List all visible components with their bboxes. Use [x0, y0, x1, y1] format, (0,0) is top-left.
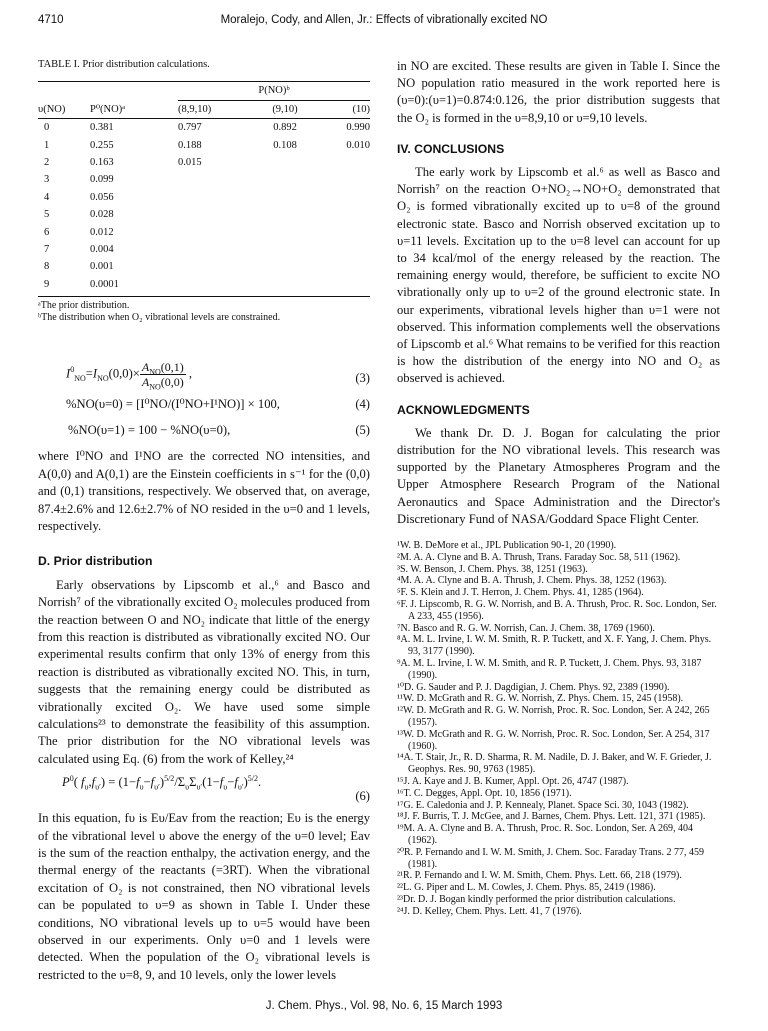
table-header-row — [38, 100, 370, 118]
table-row — [38, 224, 370, 241]
paragraph-results-continued: in NO are excited. These results are given in Table I. Since the NO population ratio measured in the work reported here is (υ=0):(υ=1)=0.874:0.126, the prior distribution suggests that the O₂ is formed in the υ=8,9,10 or υ=9,10 levels. — [397, 59, 720, 125]
table-cell — [248, 241, 322, 258]
col-header-v: υ(NO) — [38, 103, 66, 115]
table-cell: 0.255 — [90, 139, 114, 151]
reference-item: ²M. A. A. Clyne and B. A. Thrush, Trans. Faraday Soc. 58, 511 (1962). — [397, 551, 681, 563]
table-cell: 0.028 — [90, 209, 114, 221]
paragraph-equation-explanation: In this equation, fυ is Eυ/Eav from the reaction; Eυ is the energy of the vibrational level υ above the energy of the υ=0 level; Eav is the sum of the reaction enthalpy, the activation energy, and the thermal energy of the reactants (=3RT). When the vibrational excitation of O₂ is not constrained, then NO vibrational levels can be populated to υ=9 as shown in Table I. Under these conditions, NO vibrational levels up to υ=5 would have been observed in our experiments. Only υ=0 and 1 levels were detected. When the population of the O₂ vibrational levels is restricted to the υ=8, 9, and 10 levels, only the lower levels — [38, 811, 370, 982]
reference-item: ¹¹W. D. McGrath and R. G. W. Norrish, Z. Phys. Chem. 15, 245 (1958). — [397, 693, 684, 705]
table-cell: 2 — [44, 157, 50, 169]
col-header-910: (9,10) — [272, 103, 298, 115]
reference-item: ¹³W. D. McGrath and R. G. W. Norrish, Proc. R. Soc. London, Ser. A 254, 317 (1960). — [397, 728, 710, 752]
table-row — [38, 206, 370, 223]
table-cell: 9 — [44, 278, 50, 290]
table-cell: 0.004 — [90, 244, 114, 256]
table-cell — [248, 189, 322, 206]
section-heading-acknowledgments: ACKNOWLEDGMENTS — [397, 402, 530, 417]
reference-item: ⁴M. A. A. Clyne and B. A. Thrush, J. Chem. Phys. 38, 1252 (1963). — [397, 575, 667, 587]
equation-3: $I^0_{NO}=I_{NO}(0,0)\times$ $\frac{A_{NO}(0,1)}{A_{NO}(0,0)}$ , (3) — [66, 360, 370, 392]
table-body — [38, 119, 370, 294]
reference-item: ²²L. G. Piper and L. M. Cowles, J. Chem. Phys. 85, 2419 (1986). — [397, 882, 656, 894]
paragraph-conclusions: The early work by Lipscomb et al.⁶ as well as Basco and Norrish⁷ on the reaction O+NO₂→NO+O₂ demonstrated that O₂ is formed vibrationally excited up to υ=8 of the ground electronic state. Basco and Norrish observed excitation up to υ=11 levels. Excitation up to the υ=8 level can account for up to 34 kcal/mol of the energy released by the reaction. The remaining energy would, therefore, be sufficient to excite NO vibrationally only up to υ=2 of the ground electronic state. In our experiments, vibrational levels higher than υ=1 were not observed. This information complements well the observations of Lipscomb et al.⁶ What remains to be verified for this reaction is how the distribution of the energy into NO and O₂ as observed is achieved. — [397, 165, 720, 386]
reference-item: ¹⁷G. E. Caledonia and J. P. Kennealy, Planet. Space Sci. 30, 1043 (1982). — [397, 799, 689, 811]
table-row — [38, 119, 370, 137]
table-row — [38, 241, 370, 258]
table-cell: 0.099 — [90, 174, 114, 186]
table-cell: 3 — [44, 174, 50, 186]
reference-item: ⁶F. J. Lipscomb, R. G. W. Norrish, and B. A. Thrush, Proc. R. Soc. London, Ser. A 233, 455 (1956). — [397, 599, 717, 622]
equation-4-text: %NO(υ=0) = [I⁰NO/(I⁰NO+I¹NO)] × 100, — [66, 397, 280, 412]
equation-5-text: %NO(υ=1) = 100 − %NO(υ=0), — [68, 423, 231, 438]
table-footnote-b: ᵇThe distribution when O₂ vibrational levels are constrained. — [38, 312, 281, 324]
table-cell: 0.892 — [273, 122, 297, 134]
table-cell: 0.0001 — [90, 278, 119, 290]
section-heading-prior-distribution: D. Prior distribution — [38, 554, 153, 569]
table-cell: 0.010 — [346, 139, 370, 151]
table-cell: 1 — [44, 139, 50, 151]
reference-item: ³S. W. Benson, J. Chem. Phys. 38, 1251 (1963). — [397, 563, 588, 575]
paragraph-acknowledgments: We thank Dr. D. J. Bogan for calculating the prior distribution for the NO vibrational levels. This research was supported by the Planetary Atmospheres Program and the Upper Atmosphere Research Program of the National Aeronautics and Space Administration and the Director's Discretionary Fund of NASA/Goddard Space Flight Center. — [397, 425, 720, 526]
equation-6-number: (6) — [355, 789, 370, 804]
reference-item: ¹⁹M. A. A. Clyne and B. A. Thrush, Proc. R. Soc. London, Ser. A 269, 404 (1962). — [397, 823, 694, 846]
table-bottom-rule — [38, 296, 370, 297]
table-cell: 7 — [44, 244, 50, 256]
reference-item: ²⁰R. P. Fernando and I. W. M. Smith, J. Chem. Soc. Faraday Trans. 2 77, 459 (1981). — [397, 846, 705, 870]
table-cell — [248, 224, 322, 241]
table-footnote-a: ᵃThe prior distribution. — [38, 300, 130, 312]
table-cell: 0.163 — [90, 157, 114, 169]
reference-item: ⁹A. M. L. Irvine, I. W. M. Smith, and R. P. Tuckett, J. Chem. Phys. 93, 3187 (1990). — [397, 658, 702, 681]
paragraph-prior-distribution: Early observations by Lipscomb et al.,⁶ and Basco and Norrish⁷ of the vibrationally excited O₂ molecules produced from the reaction between O and NO₂ indicate that little of the energy from this reaction is distributed as vibrationally excited NO. Our experimental results confirm that only 13% of energy from this reaction is distributed as vibrationally excited NO. This, in turn, suggests that the remaining energy could be distributed as vibrationally excited O₂. We have used some simple calculations²³ to demonstrate the feasibility of this assumption. The prior distribution for the NO vibrational levels was calculated using Eq. (6) from the work of Kelley,²⁴ — [38, 577, 370, 766]
reference-item: ¹⁴A. T. Stair, Jr., R. D. Sharma, R. M. Nadile, D. J. Baker, and W. F. Grieder, J. Geophys. Res. 90, 9763 (1985). — [397, 752, 712, 776]
table-cell: 0 — [44, 122, 50, 134]
table-cell — [322, 206, 370, 223]
table-cell: 6 — [44, 226, 50, 238]
table-cell — [178, 206, 248, 223]
table-cell — [248, 171, 322, 188]
reference-item: ¹⁵J. A. Kaye and J. B. Kumer, Appl. Opt. 26, 4747 (1987). — [397, 776, 629, 788]
table-row — [38, 189, 370, 206]
table-cell: 0.990 — [346, 122, 370, 134]
table-cell — [178, 224, 248, 241]
reference-item: ⁷N. Basco and R. G. W. Norrish, Can. J. Chem. 38, 1769 (1960). — [397, 622, 655, 634]
section-heading-conclusions: IV. CONCLUSIONS — [397, 141, 505, 156]
table-cell — [248, 276, 322, 293]
table-row — [38, 137, 370, 154]
table-cell — [322, 154, 370, 171]
table-cell: 4 — [44, 191, 50, 203]
table-cell: 8 — [44, 261, 50, 273]
reference-item: ⁵F. S. Klein and J. T. Herron, J. Chem. Phys. 41, 1285 (1964). — [397, 587, 644, 599]
reference-item: ⁸A. M. L. Irvine, I. W. M. Smith, R. P. Tuckett, and X. F. Yang, J. Chem. Phys. 93, 3177 (1990). — [397, 634, 712, 658]
equation-4-number: (4) — [355, 397, 370, 412]
table-cell: 0.381 — [90, 122, 114, 134]
reference-list — [397, 540, 720, 918]
table-row — [38, 276, 370, 293]
table-row — [38, 154, 370, 171]
reference-item: ¹⁸J. F. Burris, T. J. McGee, and J. Barnes, Chem. Phys. Lett. 121, 371 (1985). — [397, 811, 706, 823]
table-footnotes — [38, 300, 370, 324]
table-cell — [322, 258, 370, 275]
table-cell — [178, 258, 248, 275]
table-cell: 5 — [44, 209, 50, 221]
table-cell — [322, 276, 370, 293]
reference-item: ²¹R. P. Fernando and I. W. M. Smith, Chem. Phys. Lett. 66, 218 (1979). — [397, 870, 682, 882]
right-column — [397, 58, 720, 918]
table-cell: 0.188 — [178, 139, 202, 151]
pno-header: P(NO)ᵇ — [178, 82, 370, 100]
table-row — [38, 258, 370, 275]
running-title: Moralejo, Cody, and Allen, Jr.: Effects of vibrationally excited NO — [220, 14, 548, 26]
table-cell — [322, 171, 370, 188]
col-header-10: (10) — [352, 103, 370, 115]
equation-4 — [38, 396, 370, 422]
table-cell — [178, 189, 248, 206]
reference-item: ¹²W. D. McGrath and R. G. W. Norrish, Proc. R. Soc. London, Ser. A 242, 265 (1957). — [397, 705, 710, 729]
reference-item: ²⁴J. D. Kelley, Chem. Phys. Lett. 41, 7 (1976). — [397, 905, 582, 917]
table-cell: 0.056 — [90, 191, 114, 203]
equation-5 — [38, 422, 370, 448]
col-header-8910: (8,9,10) — [178, 103, 212, 115]
table-cell: 0.012 — [90, 226, 114, 238]
table-cell — [178, 276, 248, 293]
equation-5-number: (5) — [355, 423, 370, 438]
left-column — [38, 56, 370, 984]
table-cell — [248, 206, 322, 223]
page-header — [38, 14, 730, 30]
table-prior-distribution — [38, 81, 370, 293]
table-cell — [248, 258, 322, 275]
table-cell: 0.001 — [90, 261, 114, 273]
table-cell — [322, 241, 370, 258]
table-caption: TABLE I. Prior distribution calculations. — [38, 59, 210, 70]
paragraph-intensities: where I⁰NO and I¹NO are the corrected NO intensities, and A(0,0) and A(0,1) are the Einstein coefficients in s⁻¹ for the (0,0) and (0,1) transitions, respectively. We observed that, on average, 87.4±2.6% and 12.6±2.7% of NO resided in the υ=0 and 1 levels, respectively. — [38, 449, 370, 533]
table-cell — [178, 171, 248, 188]
table-row — [38, 171, 370, 188]
equation-3-number: (3) — [355, 371, 370, 386]
table-cell: 0.015 — [178, 157, 202, 169]
table-cell: 0.797 — [178, 122, 202, 134]
table-cell — [322, 189, 370, 206]
col-header-p0: P⁰(NO)ᵃ — [90, 103, 126, 115]
table-cell: 0.108 — [273, 139, 297, 151]
table-cell — [178, 241, 248, 258]
reference-item: ¹⁶T. C. Degges, Appl. Opt. 10, 1856 (1971). — [397, 787, 572, 799]
reference-item: ²³Dr. D. J. Bogan kindly performed the prior distribution calculations. — [397, 893, 676, 905]
page-number: 4710 — [38, 14, 64, 26]
table-cell — [248, 154, 322, 171]
equation-6: $P^0$( $f_\upsilon,f_{\upsilon'}) = (1-f_\upsilon-f_{\upsilon'})^{5/2}/\Sigma_\upsilon\Sigma_{\upsilon'}(1-f_\upsilon-f_{\upsilon'})^{5/2}$. (6) — [38, 772, 370, 810]
reference-item: ¹W. B. DeMore et al., JPL Publication 90-1, 20 (1990). — [397, 540, 617, 552]
reference-item: ¹⁰D. G. Sauder and P. J. Dagdigian, J. Chem. Phys. 92, 2389 (1990). — [397, 681, 670, 693]
table-cell — [322, 224, 370, 241]
page-footer: J. Chem. Phys., Vol. 98, No. 6, 15 March 1993 — [265, 1000, 503, 1012]
